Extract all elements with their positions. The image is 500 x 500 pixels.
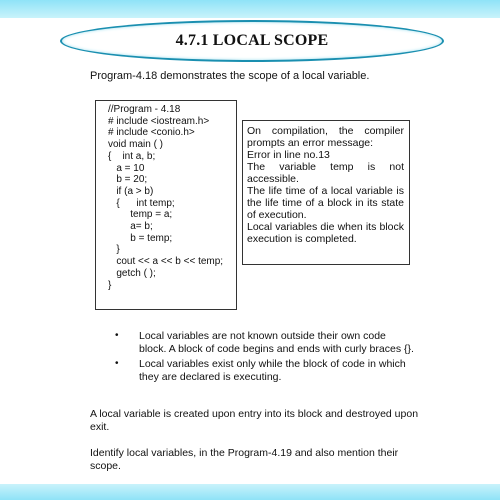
code-line: # include <conio.h> bbox=[108, 127, 195, 139]
title-banner bbox=[60, 20, 444, 62]
bullet-text: Local variables exist only while the block of code in which they are declared is executing. bbox=[139, 358, 406, 383]
code-line: { int a, b; bbox=[108, 150, 156, 162]
code-line: # include <iostream.h> bbox=[108, 115, 210, 127]
note-line: Error in line no.13 bbox=[247, 149, 330, 161]
intro-text: Program-4.18 demonstrates the scope of a local variable. bbox=[90, 70, 370, 82]
page-title: 4.7.1 LOCAL SCOPE bbox=[175, 32, 329, 49]
bullet-icon: • bbox=[115, 358, 119, 370]
bullet-text: Local variables are not known outside their own code block. A block of code begins and ends with curly braces {}. bbox=[139, 330, 414, 355]
compiler-note-box bbox=[242, 120, 410, 265]
code-line: a= b; bbox=[108, 221, 153, 233]
list-item bbox=[115, 330, 415, 355]
note-line: On compilation, the compiler bbox=[247, 125, 404, 137]
code-line: { int temp; bbox=[108, 197, 175, 209]
code-line: if (a > b) bbox=[108, 185, 154, 197]
code-line: } bbox=[108, 279, 112, 291]
bullet-list bbox=[115, 330, 415, 386]
note-line: the life time of a block in its state bbox=[247, 197, 404, 209]
code-listing bbox=[95, 100, 237, 310]
code-line: void main ( ) bbox=[108, 139, 164, 151]
code-line: b = 20; bbox=[108, 174, 148, 186]
code-line: a = 10 bbox=[108, 162, 145, 174]
note-line: of execution. bbox=[247, 209, 307, 221]
note-line: The variable temp is not bbox=[247, 161, 404, 173]
code-line: getch ( ); bbox=[108, 267, 156, 279]
note-line: execution is completed. bbox=[247, 233, 357, 245]
paragraph-local-variable: A local variable is created upon entry into its block and destroyed upon exit. bbox=[90, 408, 419, 433]
note-line: prompts an error message: bbox=[247, 137, 374, 149]
list-item bbox=[115, 358, 415, 383]
code-line: b = temp; bbox=[108, 232, 173, 244]
code-line: } bbox=[108, 244, 120, 256]
note-line: Local variables die when its block bbox=[247, 221, 404, 233]
paragraph-exercise: Identify local variables, in the Program-4.19 and also mention their scope. bbox=[90, 447, 399, 472]
bottom-band bbox=[0, 484, 500, 500]
code-line: temp = a; bbox=[108, 209, 173, 221]
top-band bbox=[0, 0, 500, 18]
note-line: accessible. bbox=[247, 173, 299, 185]
bullet-icon: • bbox=[115, 330, 119, 341]
note-line: The life time of a local variable is bbox=[247, 185, 404, 197]
code-line: //Program - 4.18 bbox=[108, 104, 181, 115]
code-line: cout << a << b << temp; bbox=[108, 256, 224, 268]
